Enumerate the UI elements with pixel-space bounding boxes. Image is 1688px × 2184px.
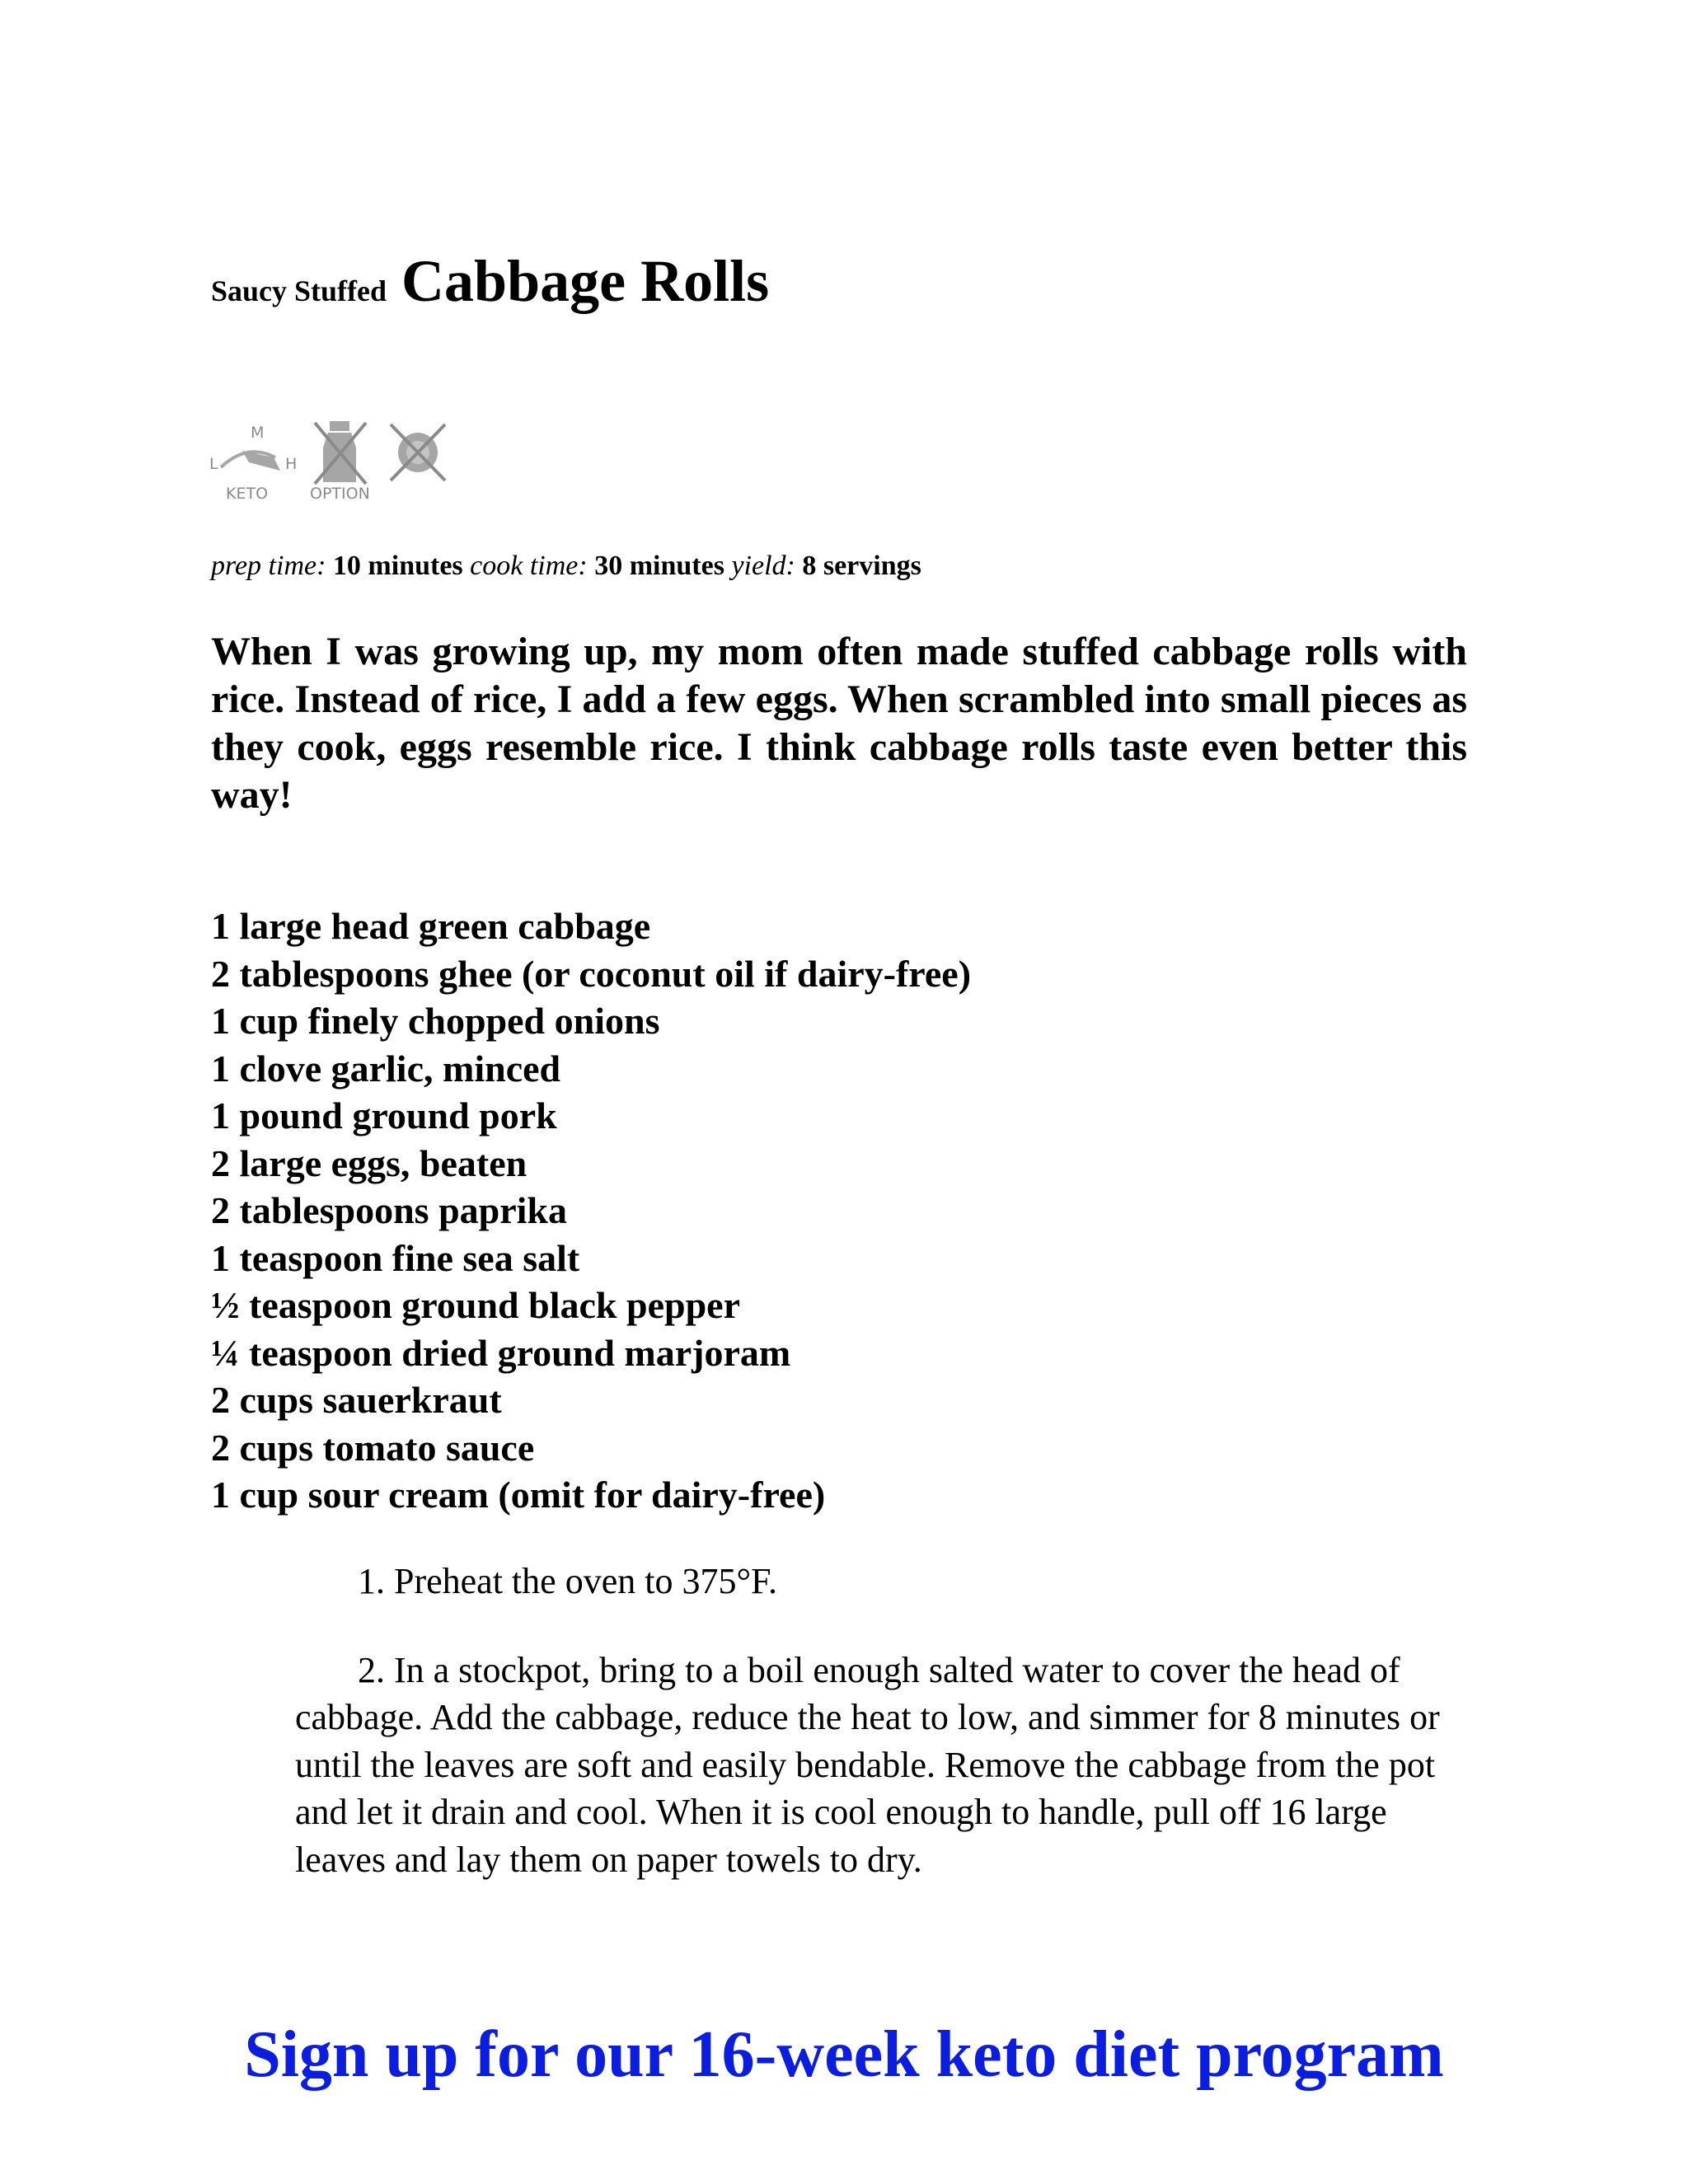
prep-time-label: prep time: (211, 551, 326, 581)
ingredient-item: 1 clove garlic, minced (211, 1047, 561, 1090)
instruction-steps (295, 1558, 1474, 1924)
cook-time-value: 30 minutes (594, 551, 724, 581)
ingredient-item: 1 cup finely chopped onions (211, 1000, 660, 1042)
instruction-step: 2. In a stockpot, bring to a boil enough salted water to cover the head of cabbage. Add the cabbage, reduce the heat to low, and simmer for 8 minutes or until the leaves are soft and easily bendable. Remove the cabbage from the pot and let it drain and cool. When it is cool enough to handle, pull off 16 large leaves and lay them on paper towels to dry. (295, 1649, 1440, 1880)
option-caption: OPTION (310, 485, 370, 503)
cook-time-label: cook time: (470, 551, 588, 581)
nut-free-icon (391, 424, 445, 480)
recipe-title-main: Cabbage Rolls (401, 248, 770, 314)
yield-label: yield: (731, 551, 795, 581)
keto-level-gauge-icon (209, 424, 297, 503)
dairy-free-option-icon (310, 421, 370, 503)
ingredient-item: 1 pound ground pork (211, 1094, 557, 1137)
ingredient-item: ¼ teaspoon dried ground marjoram (211, 1331, 791, 1374)
ingredient-item: 2 tablespoons paprika (211, 1189, 568, 1231)
diet-icons (208, 416, 471, 523)
gauge-label-h: H (285, 455, 298, 473)
recipe-title (211, 247, 769, 316)
ingredient-list (211, 902, 971, 1519)
ingredient-item: 2 cups sauerkraut (211, 1379, 502, 1421)
gauge-label-m: M (251, 424, 265, 442)
ingredient-item: 2 large eggs, beaten (211, 1141, 528, 1184)
recipe-intro: When I was growing up, my mom often made stuffed cabbage rolls with rice. Instead of rice, I add a few eggs. When scrambled into small pieces as they cook, eggs resemble rice. I think cabbage rolls taste even better this way! (211, 630, 1467, 817)
prep-time-value: 10 minutes (332, 551, 463, 581)
keto-caption: KETO (226, 485, 269, 503)
signup-link[interactable]: Sign up for our 16-week keto diet program (244, 2018, 1444, 2091)
ingredient-item: 2 cups tomato sauce (211, 1426, 535, 1469)
gauge-label-l: L (209, 455, 218, 473)
ingredient-item: 1 cup sour cream (omit for dairy-free) (211, 1474, 826, 1516)
ingredient-item: 1 large head green cabbage (211, 905, 651, 947)
yield-value: 8 servings (802, 551, 921, 581)
ingredient-item: ½ teaspoon ground black pepper (211, 1284, 741, 1326)
ingredient-item: 2 tablespoons ghee (or coconut oil if dairy-free) (211, 952, 972, 995)
ingredient-item: 1 teaspoon fine sea salt (211, 1236, 580, 1279)
instruction-step: 1. Preheat the oven to 375°F. (358, 1561, 777, 1601)
recipe-meta (211, 551, 921, 582)
recipe-title-prefix: Saucy Stuffed (211, 274, 387, 307)
